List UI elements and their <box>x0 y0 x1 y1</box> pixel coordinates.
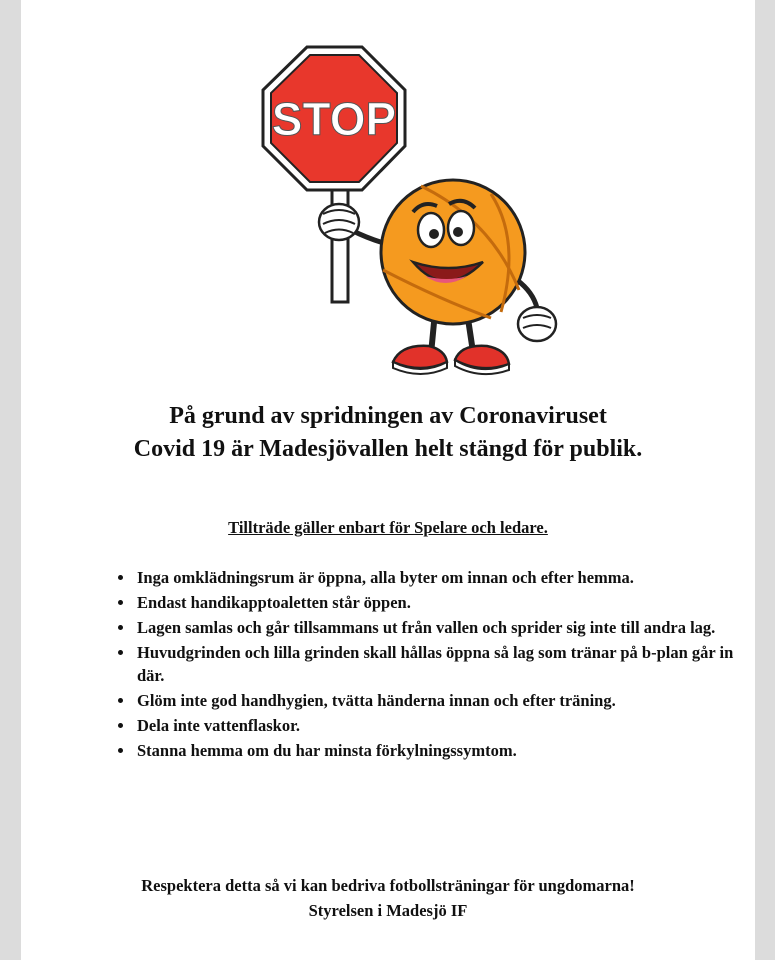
stop-sign-basketball-illustration <box>221 30 581 390</box>
list-item: • Dela inte vattenflaskor. <box>135 714 735 737</box>
list-item: • Huvudgrinden och lilla grinden skall hållas öppna så lag som tränar på b-plan går in där. <box>135 641 735 687</box>
rules-list <box>109 566 735 764</box>
list-item: • Inga omklädningsrum är öppna, alla byter om innan och efter hemma. <box>135 566 735 589</box>
headline-line-2: Covid 19 är Madesjövallen helt stängd för publik. <box>133 436 643 462</box>
left-glove-icon <box>319 204 359 240</box>
notice-sheet <box>21 0 755 960</box>
headline <box>21 400 755 466</box>
shoes-icon <box>393 346 509 374</box>
list-item: • Glöm inte god handhygien, tvätta händerna innan och efter träning. <box>135 689 735 712</box>
access-subheading: Tillträde gäller enbart för Spelare och ledare. <box>228 518 548 537</box>
footer <box>21 873 755 923</box>
list-item: • Stanna hemma om du har minsta förkylningssymtom. <box>135 739 735 762</box>
basketball-face-icon <box>381 180 525 324</box>
right-arm <box>517 280 537 308</box>
footer-signature: Styrelsen i Madesjö IF <box>308 901 468 920</box>
footer-line-1: Respektera detta så vi kan bedriva fotbollsträningar för ungdomarna! <box>141 876 635 895</box>
headline-line-1: På grund av spridningen av Coronaviruset <box>169 403 607 429</box>
right-glove-icon <box>518 307 556 341</box>
stop-sign-text: STOP <box>271 93 397 145</box>
list-item: • Endast handikapptoaletten står öppen. <box>135 591 735 614</box>
list-item: • Lagen samlas och går tillsammans ut från vallen och sprider sig inte till andra lag. <box>135 616 735 639</box>
